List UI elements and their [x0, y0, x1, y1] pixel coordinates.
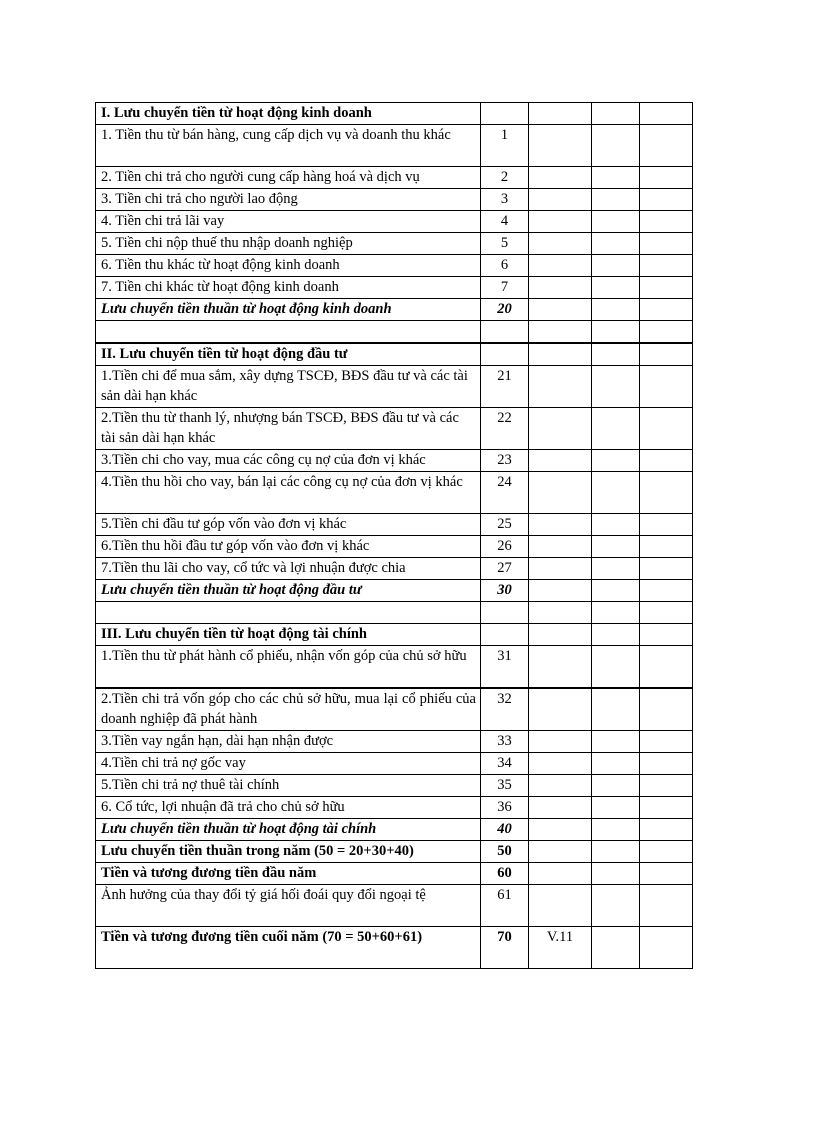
previous-year-cell [640, 885, 693, 927]
table-row [96, 775, 693, 797]
row-note [529, 646, 592, 689]
previous-year-cell [640, 408, 693, 450]
previous-year-cell [640, 927, 693, 969]
row-label: 5.Tiền chi đầu tư góp vốn vào đơn vị khác [96, 514, 481, 536]
row-code [481, 602, 529, 624]
row-note [529, 558, 592, 580]
row-code: 30 [481, 580, 529, 602]
current-year-cell [592, 731, 640, 753]
table-row [96, 211, 693, 233]
table-row [96, 472, 693, 514]
row-note: V.11 [529, 927, 592, 969]
previous-year-cell [640, 514, 693, 536]
row-note [529, 753, 592, 775]
previous-year-cell [640, 536, 693, 558]
section-heading-row [96, 343, 693, 366]
current-year-cell [592, 797, 640, 819]
row-label: 1.Tiền thu từ phát hành cổ phiếu, nhận vốn góp của chủ sở hữu [96, 646, 481, 689]
table-row [96, 731, 693, 753]
row-code: 23 [481, 450, 529, 472]
previous-year-cell [640, 646, 693, 689]
row-code: 26 [481, 536, 529, 558]
cash-flow-table [95, 102, 693, 969]
row-note [529, 321, 592, 344]
previous-year-cell [640, 299, 693, 321]
row-code: 32 [481, 688, 529, 731]
previous-year-cell [640, 321, 693, 344]
row-note [529, 450, 592, 472]
previous-year-cell [640, 277, 693, 299]
current-year-cell [592, 211, 640, 233]
row-label: 1. Tiền thu từ bán hàng, cung cấp dịch vụ và doanh thu khác [96, 125, 481, 167]
previous-year-cell [640, 472, 693, 514]
row-code [481, 343, 529, 366]
row-code: 25 [481, 514, 529, 536]
previous-year-cell [640, 255, 693, 277]
current-year-cell [592, 255, 640, 277]
table-row [96, 797, 693, 819]
current-year-cell [592, 233, 640, 255]
previous-year-cell [640, 819, 693, 841]
table-row [96, 688, 693, 731]
row-label [96, 602, 481, 624]
table-row [96, 514, 693, 536]
table-row [96, 366, 693, 408]
row-label: 3.Tiền vay ngắn hạn, dài hạn nhận được [96, 731, 481, 753]
current-year-cell [592, 646, 640, 689]
previous-year-cell [640, 125, 693, 167]
row-label: 6.Tiền thu hồi đầu tư góp vốn vào đơn vị khác [96, 536, 481, 558]
table-row [96, 189, 693, 211]
row-note [529, 103, 592, 125]
previous-year-cell [640, 103, 693, 125]
row-label: Lưu chuyển tiền thuần từ hoạt động đầu tư [96, 580, 481, 602]
row-label: Tiền và tương đương tiền cuối năm (70 = 50+60+61) [96, 927, 481, 969]
table-row [96, 558, 693, 580]
table-row [96, 885, 693, 927]
table-row [96, 646, 693, 689]
row-code: 5 [481, 233, 529, 255]
table-row [96, 125, 693, 167]
row-label: I. Lưu chuyển tiền từ hoạt động kinh doanh [96, 103, 481, 125]
current-year-cell [592, 885, 640, 927]
row-note [529, 885, 592, 927]
row-code: 2 [481, 167, 529, 189]
row-label: II. Lưu chuyển tiền từ hoạt động đầu tư [96, 343, 481, 366]
row-note [529, 819, 592, 841]
current-year-cell [592, 299, 640, 321]
previous-year-cell [640, 624, 693, 646]
row-code: 61 [481, 885, 529, 927]
previous-year-cell [640, 558, 693, 580]
row-code: 27 [481, 558, 529, 580]
previous-year-cell [640, 753, 693, 775]
previous-year-cell [640, 343, 693, 366]
row-code: 3 [481, 189, 529, 211]
current-year-cell [592, 321, 640, 344]
row-code: 36 [481, 797, 529, 819]
row-note [529, 167, 592, 189]
row-note [529, 536, 592, 558]
row-label: Tiền và tương đương tiền đầu năm [96, 863, 481, 885]
subtotal-row [96, 299, 693, 321]
row-label: Ảnh hưởng của thay đổi tỷ giá hối đoái quy đổi ngoại tệ [96, 885, 481, 927]
current-year-cell [592, 472, 640, 514]
current-year-cell [592, 863, 640, 885]
current-year-cell [592, 167, 640, 189]
table-row [96, 255, 693, 277]
row-label: Lưu chuyển tiền thuần trong năm (50 = 20+30+40) [96, 841, 481, 863]
current-year-cell [592, 343, 640, 366]
row-note [529, 277, 592, 299]
row-label: 1.Tiền chi để mua sắm, xây dựng TSCĐ, BĐS đầu tư và các tài sản dài hạn khác [96, 366, 481, 408]
row-code: 24 [481, 472, 529, 514]
row-code: 40 [481, 819, 529, 841]
previous-year-cell [640, 688, 693, 731]
row-note [529, 731, 592, 753]
current-year-cell [592, 189, 640, 211]
row-note [529, 211, 592, 233]
row-note [529, 233, 592, 255]
current-year-cell [592, 753, 640, 775]
row-note [529, 189, 592, 211]
previous-year-cell [640, 797, 693, 819]
row-code: 6 [481, 255, 529, 277]
row-code: 31 [481, 646, 529, 689]
row-code [481, 321, 529, 344]
row-label: 6. Cổ tức, lợi nhuận đã trả cho chủ sở hữu [96, 797, 481, 819]
table-row [96, 277, 693, 299]
row-note [529, 580, 592, 602]
row-note [529, 797, 592, 819]
blank-row [96, 321, 693, 344]
current-year-cell [592, 775, 640, 797]
row-code: 20 [481, 299, 529, 321]
current-year-cell [592, 277, 640, 299]
current-year-cell [592, 602, 640, 624]
row-code: 33 [481, 731, 529, 753]
previous-year-cell [640, 731, 693, 753]
blank-row [96, 602, 693, 624]
current-year-cell [592, 580, 640, 602]
row-label: 5. Tiền chi nộp thuế thu nhập doanh nghiệp [96, 233, 481, 255]
row-code: 70 [481, 927, 529, 969]
row-code [481, 624, 529, 646]
row-label: 4. Tiền chi trả lãi vay [96, 211, 481, 233]
row-label: 2.Tiền chi trả vốn góp cho các chủ sở hữu, mua lại cổ phiếu của doanh nghiệp đã phát hành [96, 688, 481, 731]
current-year-cell [592, 125, 640, 167]
current-year-cell [592, 819, 640, 841]
row-label [96, 321, 481, 344]
row-code: 7 [481, 277, 529, 299]
table-row [96, 450, 693, 472]
total-row [96, 927, 693, 969]
row-note [529, 863, 592, 885]
table-row [96, 408, 693, 450]
previous-year-cell [640, 366, 693, 408]
row-code: 21 [481, 366, 529, 408]
row-label: 4.Tiền chi trả nợ gốc vay [96, 753, 481, 775]
previous-year-cell [640, 602, 693, 624]
table-row [96, 167, 693, 189]
current-year-cell [592, 558, 640, 580]
row-label: Lưu chuyển tiền thuần từ hoạt động tài chính [96, 819, 481, 841]
current-year-cell [592, 624, 640, 646]
row-label: III. Lưu chuyển tiền từ hoạt động tài chính [96, 624, 481, 646]
row-note [529, 343, 592, 366]
row-code: 34 [481, 753, 529, 775]
current-year-cell [592, 366, 640, 408]
total-row [96, 863, 693, 885]
table-row [96, 233, 693, 255]
table-row [96, 753, 693, 775]
previous-year-cell [640, 580, 693, 602]
current-year-cell [592, 103, 640, 125]
row-note [529, 408, 592, 450]
section-heading-row [96, 624, 693, 646]
row-label: 2.Tiền thu từ thanh lý, nhượng bán TSCĐ, BĐS đầu tư và các tài sản dài hạn khác [96, 408, 481, 450]
row-note [529, 624, 592, 646]
row-code: 60 [481, 863, 529, 885]
row-label: 6. Tiền thu khác từ hoạt động kinh doanh [96, 255, 481, 277]
row-label: Lưu chuyển tiền thuần từ hoạt động kinh doanh [96, 299, 481, 321]
row-label: 4.Tiền thu hồi cho vay, bán lại các công cụ nợ của đơn vị khác [96, 472, 481, 514]
row-code: 22 [481, 408, 529, 450]
previous-year-cell [640, 775, 693, 797]
row-label: 3.Tiền chi cho vay, mua các công cụ nợ của đơn vị khác [96, 450, 481, 472]
subtotal-row [96, 580, 693, 602]
row-note [529, 775, 592, 797]
previous-year-cell [640, 841, 693, 863]
table-row [96, 536, 693, 558]
previous-year-cell [640, 450, 693, 472]
row-note [529, 688, 592, 731]
previous-year-cell [640, 211, 693, 233]
row-label: 7.Tiền thu lãi cho vay, cổ tức và lợi nhuận được chia [96, 558, 481, 580]
row-code: 50 [481, 841, 529, 863]
current-year-cell [592, 514, 640, 536]
row-label: 5.Tiền chi trả nợ thuê tài chính [96, 775, 481, 797]
current-year-cell [592, 408, 640, 450]
previous-year-cell [640, 233, 693, 255]
current-year-cell [592, 536, 640, 558]
current-year-cell [592, 927, 640, 969]
row-note [529, 299, 592, 321]
previous-year-cell [640, 167, 693, 189]
row-note [529, 125, 592, 167]
row-label: 2. Tiền chi trả cho người cung cấp hàng hoá và dịch vụ [96, 167, 481, 189]
row-note [529, 514, 592, 536]
row-note [529, 255, 592, 277]
total-row [96, 841, 693, 863]
current-year-cell [592, 688, 640, 731]
row-label: 3. Tiền chi trả cho người lao động [96, 189, 481, 211]
row-note [529, 366, 592, 408]
row-note [529, 602, 592, 624]
row-code: 35 [481, 775, 529, 797]
current-year-cell [592, 450, 640, 472]
previous-year-cell [640, 863, 693, 885]
current-year-cell [592, 841, 640, 863]
row-label: 7. Tiền chi khác từ hoạt động kinh doanh [96, 277, 481, 299]
section-heading-row [96, 103, 693, 125]
row-note [529, 841, 592, 863]
row-code: 1 [481, 125, 529, 167]
row-note [529, 472, 592, 514]
row-code [481, 103, 529, 125]
row-code: 4 [481, 211, 529, 233]
subtotal-row [96, 819, 693, 841]
previous-year-cell [640, 189, 693, 211]
